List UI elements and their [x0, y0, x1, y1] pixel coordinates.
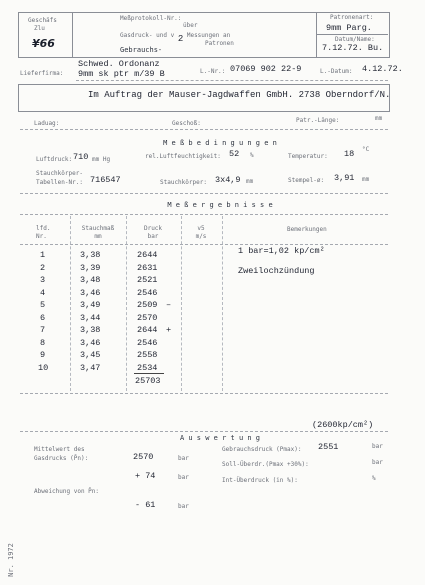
footer-stamp: Nr. 1972 [6, 543, 15, 577]
stauchkoerper-label: Stauchkörper: [160, 179, 207, 186]
row-druck: 2644 [137, 250, 158, 260]
row-stauch: 3,47 [80, 362, 101, 373]
row-druck: 2570 [137, 312, 158, 323]
row-nr: 5 [40, 300, 46, 310]
row-nr: 2 [40, 262, 46, 273]
soll-ueberdruck-label: Soll-Überdr.(Pmax +30%): [222, 461, 309, 468]
minus-deviation-unit: bar [178, 503, 189, 510]
row-druck: 2631 [137, 262, 158, 273]
row-mark: + [166, 325, 172, 335]
row-nr: 10 [38, 362, 49, 373]
row-druck: 2644 [137, 325, 158, 335]
gebrauchsdruck-label: Gebrauchsdruck (Pmax): [222, 446, 302, 453]
business-sublabel: Zlu [34, 25, 45, 32]
col-nr-header: lfd. Nr. [36, 225, 51, 240]
mm-label: mm [375, 115, 383, 122]
row-nr: 6 [40, 312, 46, 323]
feuchtigkeit-value: 52 [229, 149, 240, 159]
ladung-label: Laduag: [34, 120, 60, 127]
stauchkoerper-value: 3x4,9 [215, 175, 241, 185]
order-line: Im Auftrag der Mauser-Jagdwaffen GmbH. 2738 Oberndorf/N. [88, 90, 391, 100]
lnr-value: 07069 902 22-9 [230, 64, 302, 74]
mittelwert-value: 2570 [133, 452, 154, 462]
plus-deviation-unit: bar [178, 474, 189, 481]
col-stauch-header: Stauchmaß mm [81, 225, 115, 240]
row-nr: 3 [40, 275, 46, 285]
row-stauch: 3,38 [80, 250, 101, 260]
remark-conversion: 1 bar=1,02 kp/cm² [238, 246, 325, 256]
feuchtigkeit-unit: % [250, 152, 254, 159]
row-stauch: 3,39 [80, 262, 101, 273]
row-stauch: 3,49 [80, 300, 101, 310]
patronen-label: Patronen [205, 40, 234, 47]
ueber-label: über [183, 22, 198, 29]
sum-underline [134, 373, 164, 374]
protocol-number-label: Meßprotokoll-Nr.: [120, 15, 182, 22]
row-nr: 1 [40, 250, 46, 260]
supplier-line-2: 9mm sk ptr m/39 B [78, 69, 165, 79]
evaluation-title: A u s w e r t u n g [179, 434, 261, 442]
datum-value: 7.12.72. Bu. [322, 43, 384, 53]
row-mark: – [166, 300, 172, 310]
row-stauch: 3,44 [80, 312, 101, 323]
int-ueberdruck-unit: % [372, 475, 376, 482]
gebrauchs-label: Gebrauchs- [120, 46, 163, 54]
col-bemerkungen-header: Bemerkungen [287, 226, 327, 233]
plus-deviation: + 74 [135, 471, 156, 481]
kp-note: (2600kp/cm²) [312, 420, 374, 430]
datum-label: Datum/Name: [335, 36, 375, 43]
handwritten-reference: ¥66 [32, 37, 55, 50]
row-druck: 2521 [137, 275, 158, 285]
stempel-value: 3,91 [334, 173, 355, 183]
business-label: Geschäfs [28, 17, 57, 24]
row-stauch: 3,46 [80, 337, 101, 348]
stauch-table-label-2: Tabellen-Nr.: [36, 179, 83, 186]
lnr-label: L.-Nr.: [200, 68, 226, 75]
measurement-count: 2 [177, 34, 184, 44]
ldatum-value: 4.12.72. [362, 64, 403, 74]
temperatur-value: 18 [344, 149, 355, 159]
stempel-unit: mm [362, 176, 370, 183]
row-druck: 2546 [137, 337, 158, 348]
patr-laenge-label: Patr.-Länge: [296, 117, 340, 124]
gebrauchsdruck-value: 2551 [318, 442, 339, 452]
int-ueberdruck-label: Int-Überdruck (in %): [222, 477, 298, 484]
table-row [0, 338, 230, 349]
measurement-text: Gasdruck- und v 2 Messungen an [120, 32, 231, 44]
col-v5-header: v5 m/s [195, 225, 207, 240]
stauch-table-value: 716547 [90, 175, 121, 185]
row-stauch: 3,46 [80, 287, 101, 298]
luftdruck-unit: mm Hg [92, 156, 111, 163]
mittelwert-unit: bar [178, 455, 189, 462]
row-nr: 4 [40, 287, 46, 298]
geschoss-label: Geschoß: [172, 120, 201, 127]
table-row [0, 300, 230, 311]
feuchtigkeit-label: rel.Luftfeuchtigkeit: [145, 153, 221, 160]
stempel-label: Stempel-ø: [288, 177, 325, 184]
row-druck: 2534 [137, 362, 158, 373]
table-row [0, 288, 230, 299]
luftdruck-label: Luftdruck: [36, 156, 73, 163]
lieferfirma-label: Lieferfirma: [20, 70, 64, 77]
row-druck: 2509 [137, 300, 158, 310]
soll-ueberdruck-unit: bar [372, 459, 383, 466]
col-druck-header: Druck bar [143, 225, 163, 240]
conditions-title: M e ß b e d i n g u n g e n [163, 139, 277, 147]
supplier-line-1: Schwed. Ordonanz [78, 59, 160, 69]
row-druck: 2558 [137, 350, 158, 360]
table-row [0, 275, 230, 286]
gebrauchsdruck-unit: bar [372, 443, 383, 450]
row-nr: 8 [40, 337, 46, 348]
row-stauch: 3,38 [80, 325, 101, 335]
ldatum-label: L.-Datum: [320, 68, 353, 75]
minus-deviation: - 61 [135, 500, 156, 510]
mittelwert-label-1: Mittelwert des [34, 446, 85, 453]
stauch-table-label-1: Stauchkörper- [36, 170, 83, 177]
table-row [0, 250, 230, 261]
row-stauch: 3,45 [80, 350, 101, 360]
temperatur-label: Temperatur: [288, 153, 328, 160]
patronenart-label: Patronenart: [330, 14, 374, 21]
abweichung-label: Abweichung von P̄n: [34, 488, 100, 495]
table-row [0, 313, 230, 324]
temperatur-unit: °C [362, 146, 370, 153]
table-row [0, 350, 230, 361]
table-row [0, 363, 230, 374]
stauchkoerper-unit: mm [246, 178, 254, 185]
table-row [0, 263, 230, 274]
druck-total: 25703 [135, 376, 161, 386]
row-nr: 7 [40, 325, 46, 335]
row-druck: 2546 [137, 287, 158, 298]
luftdruck-value: 710 [73, 152, 89, 162]
row-stauch: 3,48 [80, 275, 101, 285]
table-row [0, 325, 230, 336]
remark-ignition: Zweilochzündung [238, 266, 315, 276]
mittelwert-label-2: Gasdrucks (P̄n): [34, 455, 89, 462]
row-nr: 9 [40, 350, 46, 360]
results-title: M e ß e r g e b n i s s e [167, 201, 273, 209]
patronenart-value: 9mm Parg. [326, 23, 372, 33]
